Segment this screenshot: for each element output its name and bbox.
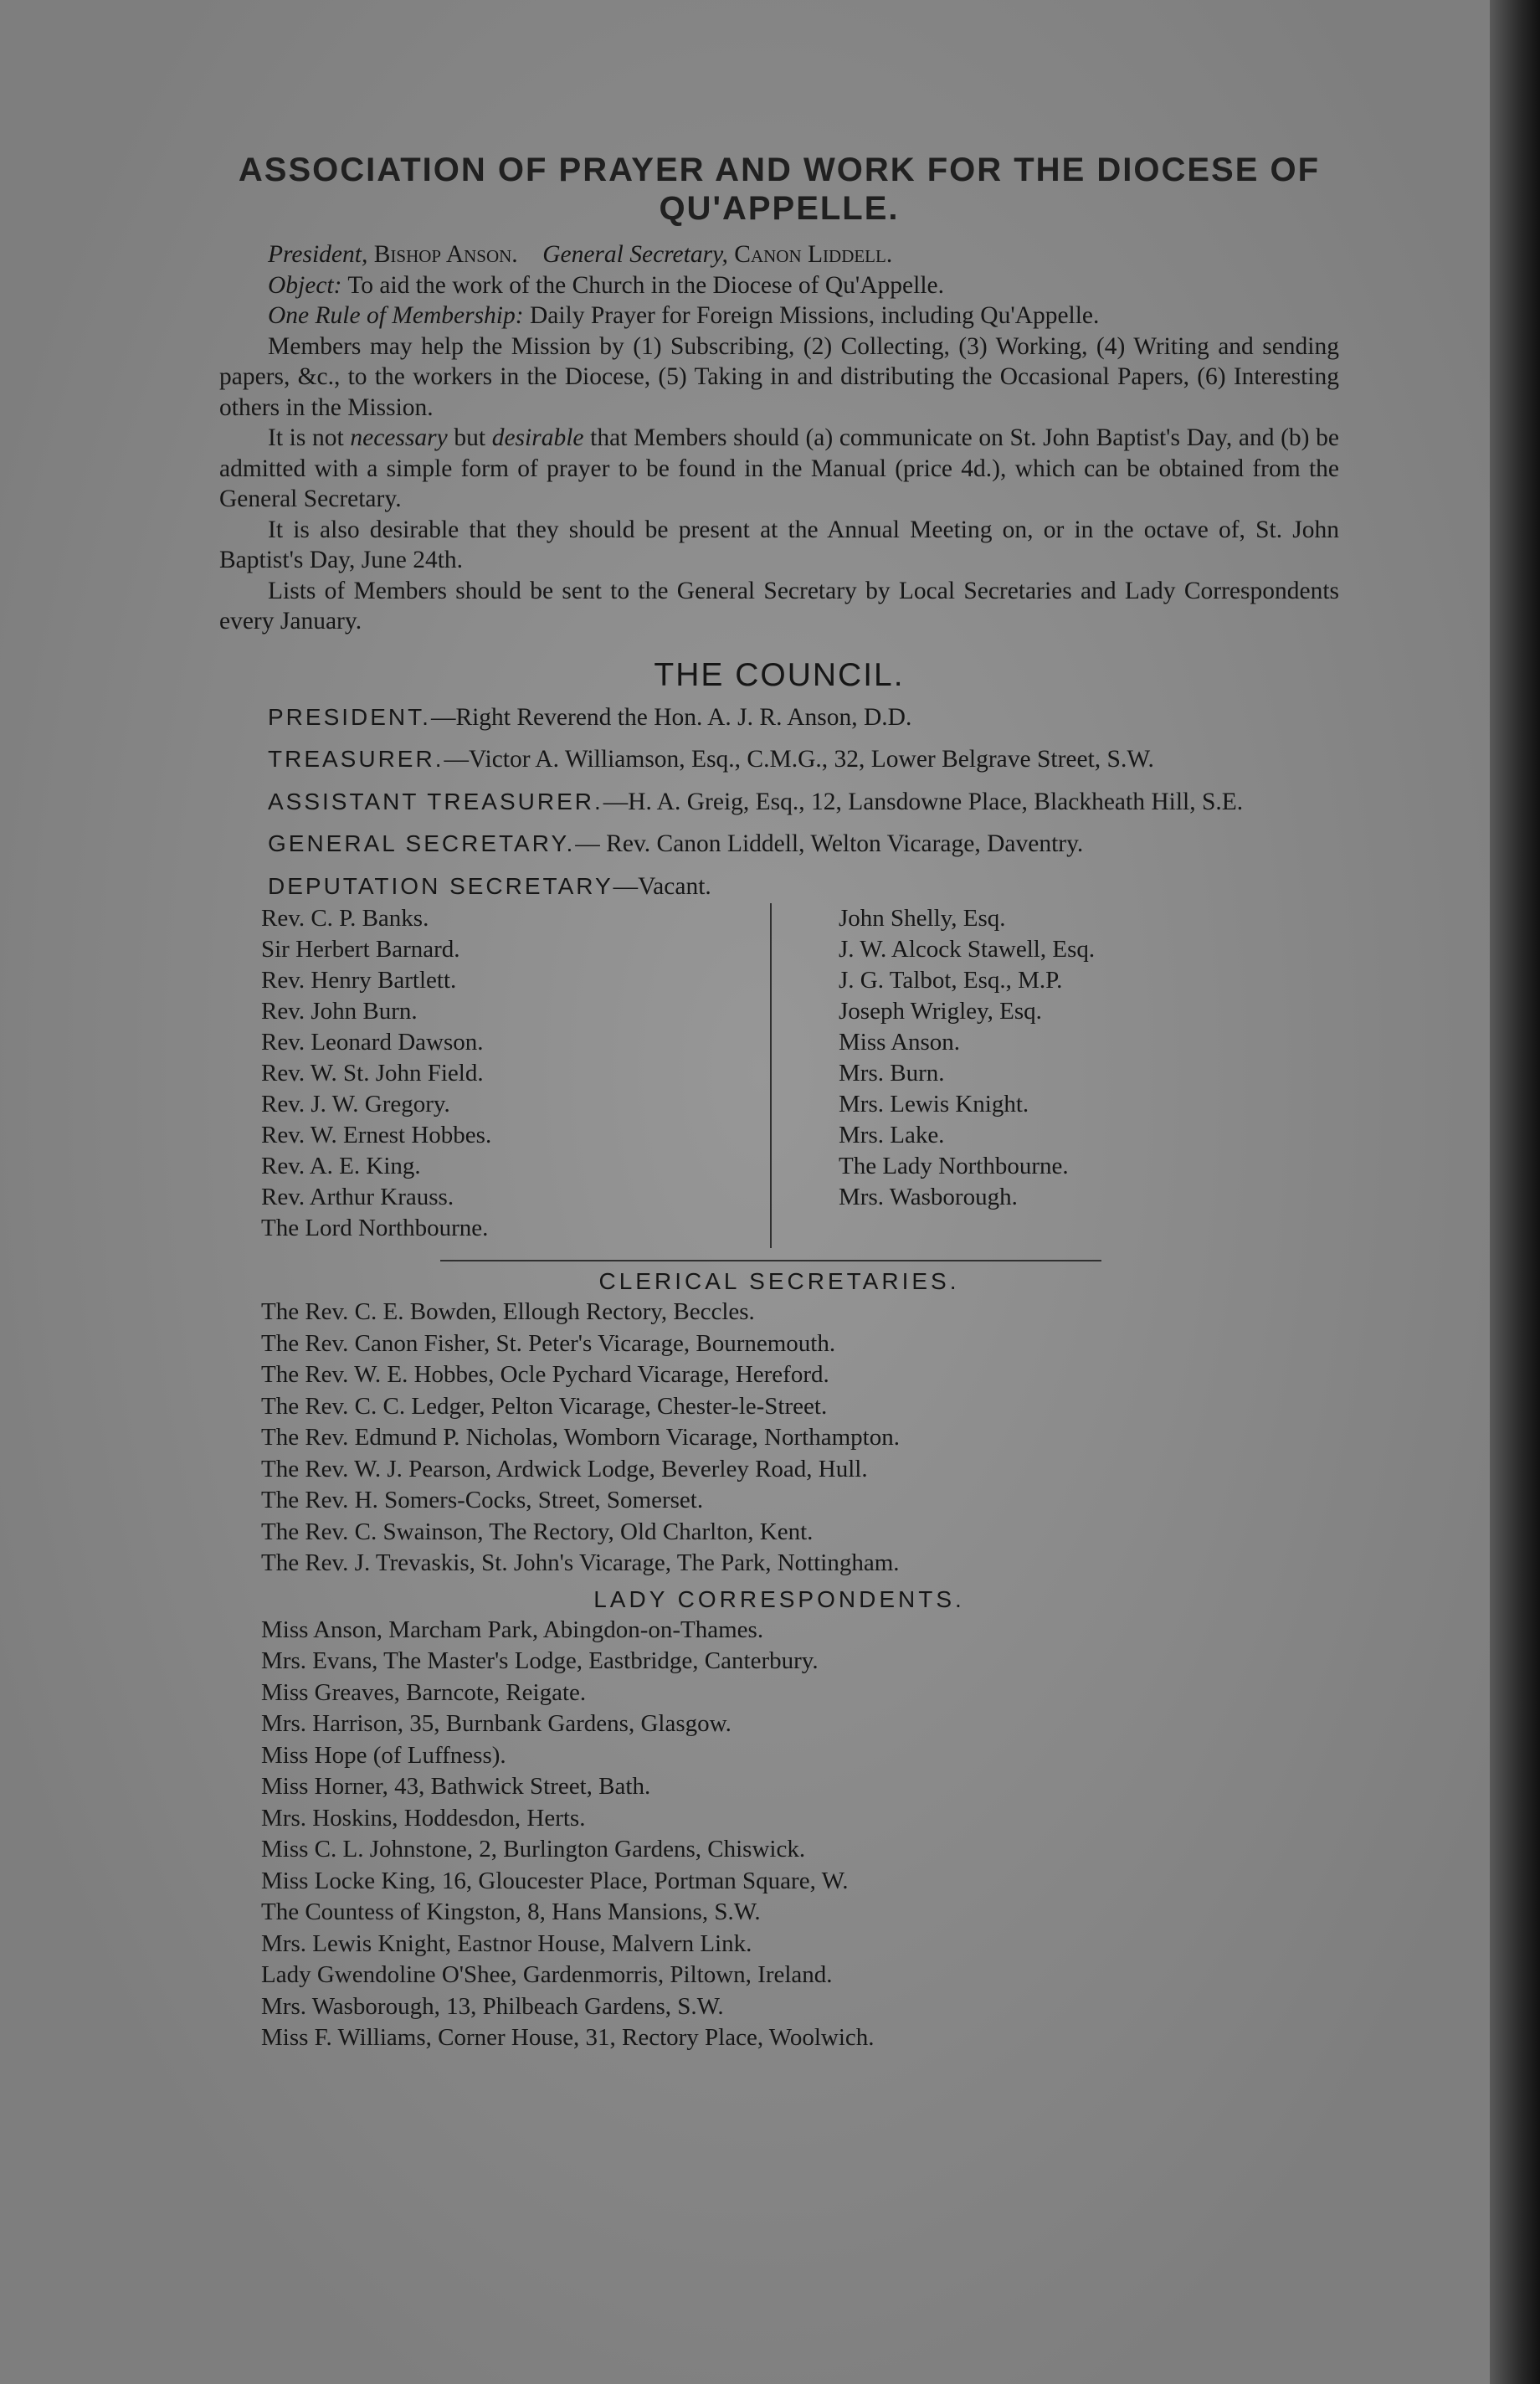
object-label: Object: <box>268 271 342 299</box>
rule-paragraph <box>219 301 1339 331</box>
secretary-name: Canon Liddell. <box>734 241 893 268</box>
council-member: Mrs. Lake. <box>839 1122 945 1148</box>
council-members-left <box>261 903 491 1244</box>
council-member: J. G. Talbot, Esq., M.P. <box>839 967 1063 994</box>
officer-text: —Vacant. <box>613 872 711 900</box>
rule-text: Daily Prayer for Foreign Missions, including Qu'Appelle. <box>529 302 1100 329</box>
council-member: The Lady Northbourne. <box>839 1153 1069 1179</box>
list-item: Mrs. Harrison, 35, Burnbank Gardens, Glasgow. <box>261 1710 732 1737</box>
council-member: Rev. J. W. Gregory. <box>261 1091 450 1118</box>
council-member: Rev. Arthur Krauss. <box>261 1184 454 1210</box>
officer-president <box>219 702 1339 733</box>
council-member: Mrs. Lewis Knight. <box>839 1091 1029 1118</box>
officers-line <box>219 239 1339 270</box>
necessary-pre: It is not <box>268 424 344 451</box>
lists-paragraph: Lists of Members should be sent to the General Secretary by Local Secretaries and Lady Correspondents every January. <box>219 577 1339 635</box>
council-member: John Shelly, Esq. <box>839 905 1006 932</box>
list-item: Mrs. Hoskins, Hoddesdon, Herts. <box>261 1804 586 1832</box>
section-rule <box>440 1260 1101 1261</box>
necessary-paragraph <box>219 423 1339 515</box>
secretary-label: General Secretary, <box>542 241 728 268</box>
necessary-word: necessary <box>350 424 448 451</box>
list-item: Miss Horner, 43, Bathwick Street, Bath. <box>261 1773 651 1800</box>
object-paragraph <box>219 270 1339 301</box>
council-member: Rev. John Burn. <box>261 998 418 1025</box>
desirable-word: desirable <box>491 424 584 451</box>
council-members-right <box>839 903 1095 1213</box>
officer-label: GENERAL SECRETARY. <box>268 830 576 856</box>
council-member: Miss Anson. <box>839 1029 961 1056</box>
council-member: The Lord Northbourne. <box>261 1215 489 1241</box>
officer-text: —H. A. Greig, Esq., 12, Lansdowne Place, Blackheath Hill, S.E. <box>603 788 1244 815</box>
list-item: Miss Anson, Marcham Park, Abingdon-on-Thames. <box>261 1616 764 1643</box>
council-member: Rev. W. St. John Field. <box>261 1060 484 1087</box>
officer-label: DEPUTATION SECRETARY <box>268 872 613 899</box>
officer-label: TREASURER. <box>268 746 444 772</box>
clerical-heading: CLERICAL SECRETARIES. <box>598 1268 960 1294</box>
rule-label: One Rule of Membership: <box>268 302 524 329</box>
officer-assistant-treasurer <box>219 787 1339 818</box>
necessary-post: that Members should (a) communicate on St. John Baptist's Day, and (b) be admitted with a simple form of prayer to be found in the Manual (price 4d.), which can be obtained from the General Secretary. <box>219 424 1340 512</box>
officer-general-secretary <box>219 829 1339 860</box>
officer-deputation-secretary <box>219 871 1339 902</box>
list-item: The Rev. W. E. Hobbes, Ocle Pychard Vicarage, Hereford. <box>261 1361 829 1388</box>
list-item: Miss F. Williams, Corner House, 31, Rectory Place, Woolwich. <box>261 2024 875 2051</box>
page-title: ASSOCIATION OF PRAYER AND WORK FOR THE DIOCESE OF QU'APPELLE. <box>238 152 1321 227</box>
officer-text: —Victor A. Williamson, Esq., C.M.G., 32, Lower Belgrave Street, S.W. <box>444 746 1154 773</box>
lady-list <box>219 1615 1339 2054</box>
president-label: President, <box>268 241 368 268</box>
members-paragraph: Members may help the Mission by (1) Subscribing, (2) Collecting, (3) Working, (4) Writing and sending papers, &c., to the workers in the Diocese, (5) Taking in and distributing the Occasional Papers, (6) Interesting others in the Mission. <box>219 332 1339 421</box>
list-item: The Rev. Edmund P. Nicholas, Womborn Vicarage, Northampton. <box>261 1424 900 1451</box>
council-heading: THE COUNCIL. <box>654 656 905 693</box>
list-item: The Rev. Canon Fisher, St. Peter's Vicarage, Bournemouth. <box>261 1329 836 1357</box>
list-item: Miss C. L. Johnstone, 2, Burlington Gardens, Chiswick. <box>261 1836 806 1862</box>
list-item: The Countess of Kingston, 8, Hans Mansions, S.W. <box>261 1898 761 1925</box>
list-item: The Rev. C. C. Ledger, Pelton Vicarage, Chester-le-Street. <box>261 1392 828 1420</box>
council-member: J. W. Alcock Stawell, Esq. <box>839 936 1096 963</box>
council-members <box>219 903 1339 1253</box>
clerical-list <box>219 1297 1339 1580</box>
list-item: Mrs. Evans, The Master's Lodge, Eastbridge, Canterbury. <box>261 1647 819 1674</box>
list-item: Mrs. Lewis Knight, Eastnor House, Malvern Link. <box>261 1929 752 1957</box>
council-member: Sir Herbert Barnard. <box>261 936 460 963</box>
officer-label: ASSISTANT TREASURER. <box>268 788 603 814</box>
list-item: The Rev. W. J. Pearson, Ardwick Lodge, Beverley Road, Hull. <box>261 1455 868 1482</box>
meeting-paragraph: It is also desirable that they should be present at the Annual Meeting on, or in the octave of, St. John Baptist's Day, June 24th. <box>219 516 1339 573</box>
list-item: Lady Gwendoline O'Shee, Gardenmorris, Piltown, Ireland. <box>261 1961 833 1988</box>
officer-text: —Right Reverend the Hon. A. J. R. Anson, D.D. <box>430 703 912 731</box>
list-item: The Rev. C. E. Bowden, Ellough Rectory, Beccles. <box>261 1298 755 1325</box>
list-item: Mrs. Wasborough, 13, Philbeach Gardens, S.W. <box>261 1992 724 2020</box>
council-member: Rev. C. P. Banks. <box>261 905 429 932</box>
council-member: Mrs. Wasborough. <box>839 1184 1018 1210</box>
president-name: Bishop Anson. <box>373 241 518 268</box>
column-divider <box>770 903 772 1248</box>
council-member: Joseph Wrigley, Esq. <box>839 998 1042 1025</box>
list-item: The Rev. H. Somers-Cocks, Street, Somerset. <box>261 1487 704 1513</box>
council-member: Mrs. Burn. <box>839 1060 945 1087</box>
officer-treasurer <box>219 744 1339 775</box>
page-edge <box>1490 0 1540 2384</box>
page-content <box>219 151 1339 2054</box>
lady-heading: LADY CORRESPONDENTS. <box>593 1585 965 1612</box>
council-member: Rev. W. Ernest Hobbes. <box>261 1122 492 1148</box>
list-item: Miss Hope (of Luffness). <box>261 1741 506 1769</box>
list-item: The Rev. C. Swainson, The Rectory, Old Charlton, Kent. <box>261 1518 814 1545</box>
officer-label: PRESIDENT. <box>268 703 431 730</box>
list-item: Miss Locke King, 16, Gloucester Place, Portman Square, W. <box>261 1867 849 1894</box>
officer-text: — Rev. Canon Liddell, Welton Vicarage, Daventry. <box>575 830 1084 857</box>
necessary-mid: but <box>454 424 486 451</box>
council-member: Rev. A. E. King. <box>261 1153 421 1179</box>
list-item: The Rev. J. Trevaskis, St. John's Vicarage, The Park, Nottingham. <box>261 1549 900 1576</box>
council-member: Rev. Henry Bartlett. <box>261 967 457 994</box>
list-item: Miss Greaves, Barncote, Reigate. <box>261 1678 587 1706</box>
council-member: Rev. Leonard Dawson. <box>261 1029 484 1056</box>
object-text: To aid the work of the Church in the Diocese of Qu'Appelle. <box>347 271 945 299</box>
